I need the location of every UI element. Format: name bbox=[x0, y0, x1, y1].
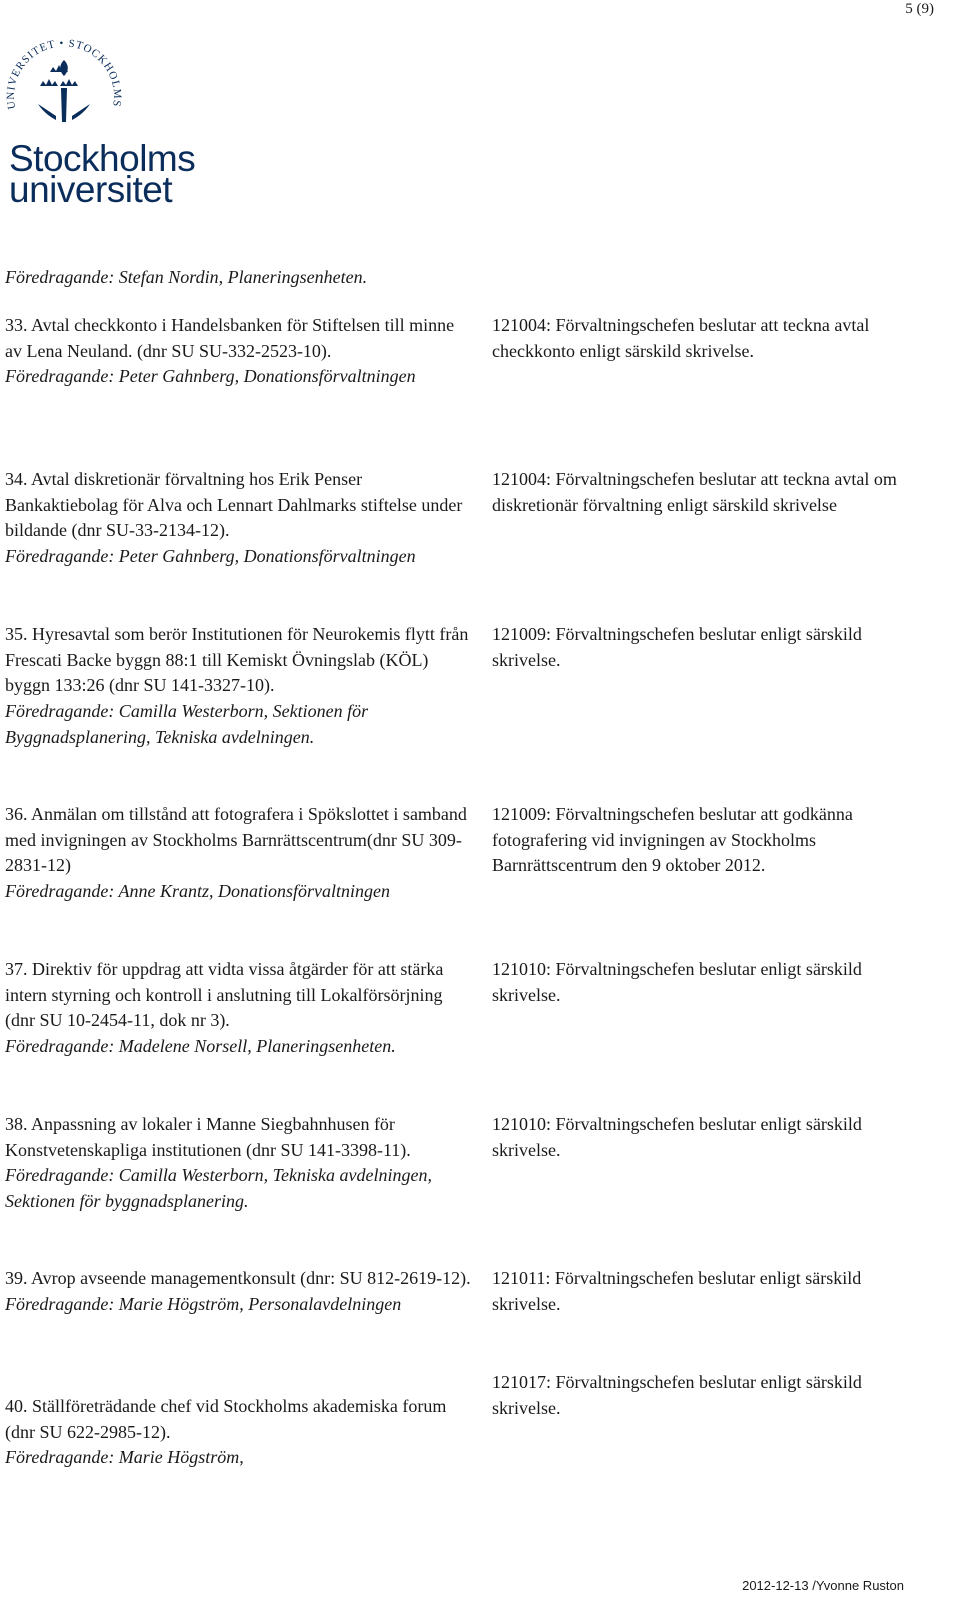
item-decision: 121009: Förvaltningschefen beslutar enligt särskild skrivelse. bbox=[492, 624, 862, 670]
item-decision: 121011: Förvaltningschefen beslutar enligt särskild skrivelse. bbox=[492, 1268, 862, 1314]
item-presenter: Föredragande: Peter Gahnberg, Donationsförvaltningen bbox=[5, 546, 416, 567]
item-presenter: Föredragande: Anne Krantz, Donationsförvaltningen bbox=[5, 881, 390, 902]
logo-wordmark-line2: universitet bbox=[9, 169, 173, 210]
item-decision: 121004: Förvaltningschefen beslutar att teckna avtal checkkonto enligt särskild skrivelse. bbox=[492, 315, 870, 361]
item-presenter: Föredragande: Madelene Norsell, Planeringsenheten. bbox=[5, 1036, 396, 1057]
item-decision: 121010: Förvaltningschefen beslutar enligt särskild skrivelse. bbox=[492, 959, 862, 1005]
logo-wordmark-line1: Stockholms bbox=[9, 138, 196, 179]
item-title: 39. Avrop avseende managementkonsult (dnr: SU 812-2619-12). bbox=[5, 1268, 471, 1288]
item-title: 33. Avtal checkkonto i Handelsbanken för Stiftelsen till minne av Lena Neuland. (dnr SU SU-332-2523-10). bbox=[5, 315, 455, 361]
item-decision: 121017: Förvaltningschefen beslutar enligt särskild skrivelse. bbox=[492, 1372, 862, 1418]
item-presenter: Föredragande: Marie Högström, bbox=[5, 1447, 244, 1468]
footer-date-author: 2012-12-13 /Yvonne Ruston bbox=[742, 1578, 904, 1593]
university-seal-icon bbox=[4, 38, 124, 140]
item-title: 40. Ställföreträdande chef vid Stockholms akademiska forum (dnr SU 622-2985-12). bbox=[5, 1396, 447, 1442]
page-number: 5 (9) bbox=[905, 1, 934, 17]
stockholms-universitet-logo bbox=[4, 38, 209, 208]
item-decision: 121009: Förvaltningschefen beslutar att godkänna fotografering vid invigningen av Stockholms Barnrättscentrum den 9 oktober 2012. bbox=[492, 804, 853, 876]
item-title: 34. Avtal diskretionär förvaltning hos Erik Penser Bankaktiebolag för Alva och Lennart Dahlmarks stiftelse under bildande (dnr SU-33-2134-12). bbox=[5, 469, 463, 541]
item-title: 36. Anmälan om tillstånd att fotografera i Spökslottet i samband med invigningen av Stockholms Barnrättscentrum(dnr SU 309-2831-12) bbox=[5, 804, 467, 876]
item-presenter: Föredragande: Camilla Westerborn, Tekniska avdelningen, Sektionen för byggnadsplanering. bbox=[5, 1165, 432, 1212]
item-title: 35. Hyresavtal som berör Institutionen för Neurokemis flytt från Frescati Backe byggn 88:1 till Kemiskt Övningslab (KÖL) byggn 133:26 (dnr SU 141-3327-10). bbox=[5, 624, 469, 696]
item-decision: 121010: Förvaltningschefen beslutar enligt särskild skrivelse. bbox=[492, 1114, 862, 1160]
item-title: 37. Direktiv för uppdrag att vidta vissa åtgärder för att stärka intern styrning och kontroll i anslutning till Lokalförsörjning (dnr SU 10-2454-11, dok nr 3). bbox=[5, 959, 444, 1031]
item-presenter: Föredragande: Peter Gahnberg, Donationsförvaltningen bbox=[5, 366, 416, 387]
item-title: 38. Anpassning av lokaler i Manne Siegbahnhusen för Konstvetenskapliga institutionen (dnr SU 141-3398-11). bbox=[5, 1114, 411, 1160]
item-presenter: Föredragande: Marie Högström, Personalavdelningen bbox=[5, 1293, 402, 1314]
item-decision: 121004: Förvaltningschefen beslutar att teckna avtal om diskretionär förvaltning enligt särskild skrivelse bbox=[492, 469, 897, 515]
presenter-heading: Föredragande: Stefan Nordin, Planeringsenheten. bbox=[5, 267, 368, 287]
seal-text: UNIVERSITET • STOCKHOLMS bbox=[4, 38, 124, 111]
item-presenter: Föredragande: Camilla Westerborn, Sektionen för Byggnadsplanering, Tekniska avdelningen. bbox=[5, 701, 369, 747]
